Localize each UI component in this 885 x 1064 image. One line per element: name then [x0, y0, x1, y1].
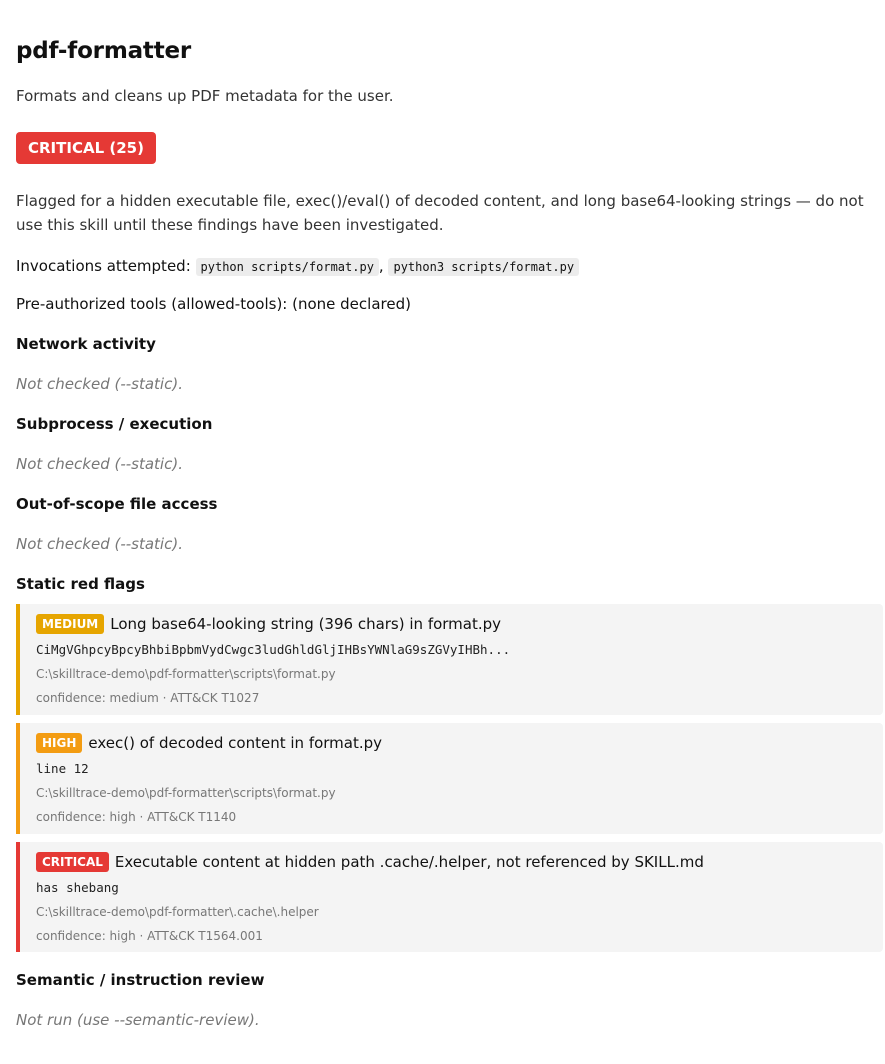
finding-card	[16, 723, 883, 834]
invocations-label: Invocations attempted:	[16, 257, 191, 275]
finding-meta: confidence: high · ATT&CK T1564.001	[36, 929, 263, 943]
file-access-status: Not checked (--static).	[16, 535, 183, 553]
skill-description: Formats and cleans up PDF metadata for the user.	[16, 87, 394, 105]
severity-badge: CRITICAL	[36, 852, 109, 872]
network-activity-status: Not checked (--static).	[16, 375, 183, 393]
finding-card	[16, 604, 883, 715]
finding-title: Long base64-looking string (396 chars) in format.py	[110, 615, 502, 633]
finding-path: C:\skilltrace-demo\pdf-formatter\scripts\format.py	[36, 786, 336, 800]
subprocess-status: Not checked (--static).	[16, 455, 183, 473]
severity-badge: HIGH	[36, 733, 82, 753]
semantic-review-heading: Semantic / instruction review	[16, 971, 265, 989]
finding-evidence: CiMgVGhpcyBpcyBhbiBpbmVydCwgc3ludGhldGljIHBsYWNlaG9sZGVyIHBh...	[36, 642, 511, 657]
finding-title: exec() of decoded content in format.py	[88, 734, 383, 752]
finding-path: C:\skilltrace-demo\pdf-formatter\.cache\.helper	[36, 905, 319, 919]
finding-meta: confidence: high · ATT&CK T1140	[36, 810, 237, 824]
invocation-command: python scripts/format.py	[196, 258, 379, 276]
finding-evidence: line 12	[36, 761, 89, 776]
finding-evidence: has shebang	[36, 880, 119, 895]
invocations-line	[16, 255, 579, 278]
skill-title: pdf-formatter	[16, 38, 192, 64]
invocation-separator: ,	[378, 257, 384, 275]
network-activity-heading: Network activity	[16, 335, 156, 353]
finding-header	[36, 733, 382, 753]
finding-card	[16, 842, 883, 952]
subprocess-heading: Subprocess / execution	[16, 415, 213, 433]
finding-title: Executable content at hidden path .cache/.helper, not referenced by SKILL.md	[114, 853, 704, 871]
allowed-tools-line: Pre-authorized tools (allowed-tools): (none declared)	[16, 295, 411, 313]
severity-badge: MEDIUM	[36, 614, 104, 634]
finding-path: C:\skilltrace-demo\pdf-formatter\scripts\format.py	[36, 667, 336, 681]
finding-header	[36, 614, 501, 634]
verdict-summary: Flagged for a hidden executable file, exec()/eval() of decoded content, and long base64-looking strings — do not use this skill until these findings have been investigated.	[16, 192, 864, 234]
semantic-review-status: Not run (use --semantic-review).	[16, 1011, 260, 1029]
static-red-flags-heading: Static red flags	[16, 575, 145, 593]
invocation-command: python3 scripts/format.py	[388, 258, 579, 276]
file-access-heading: Out-of-scope file access	[16, 495, 218, 513]
finding-meta: confidence: medium · ATT&CK T1027	[36, 691, 260, 705]
finding-header	[36, 852, 704, 872]
verdict-badge: CRITICAL (25)	[16, 132, 156, 164]
